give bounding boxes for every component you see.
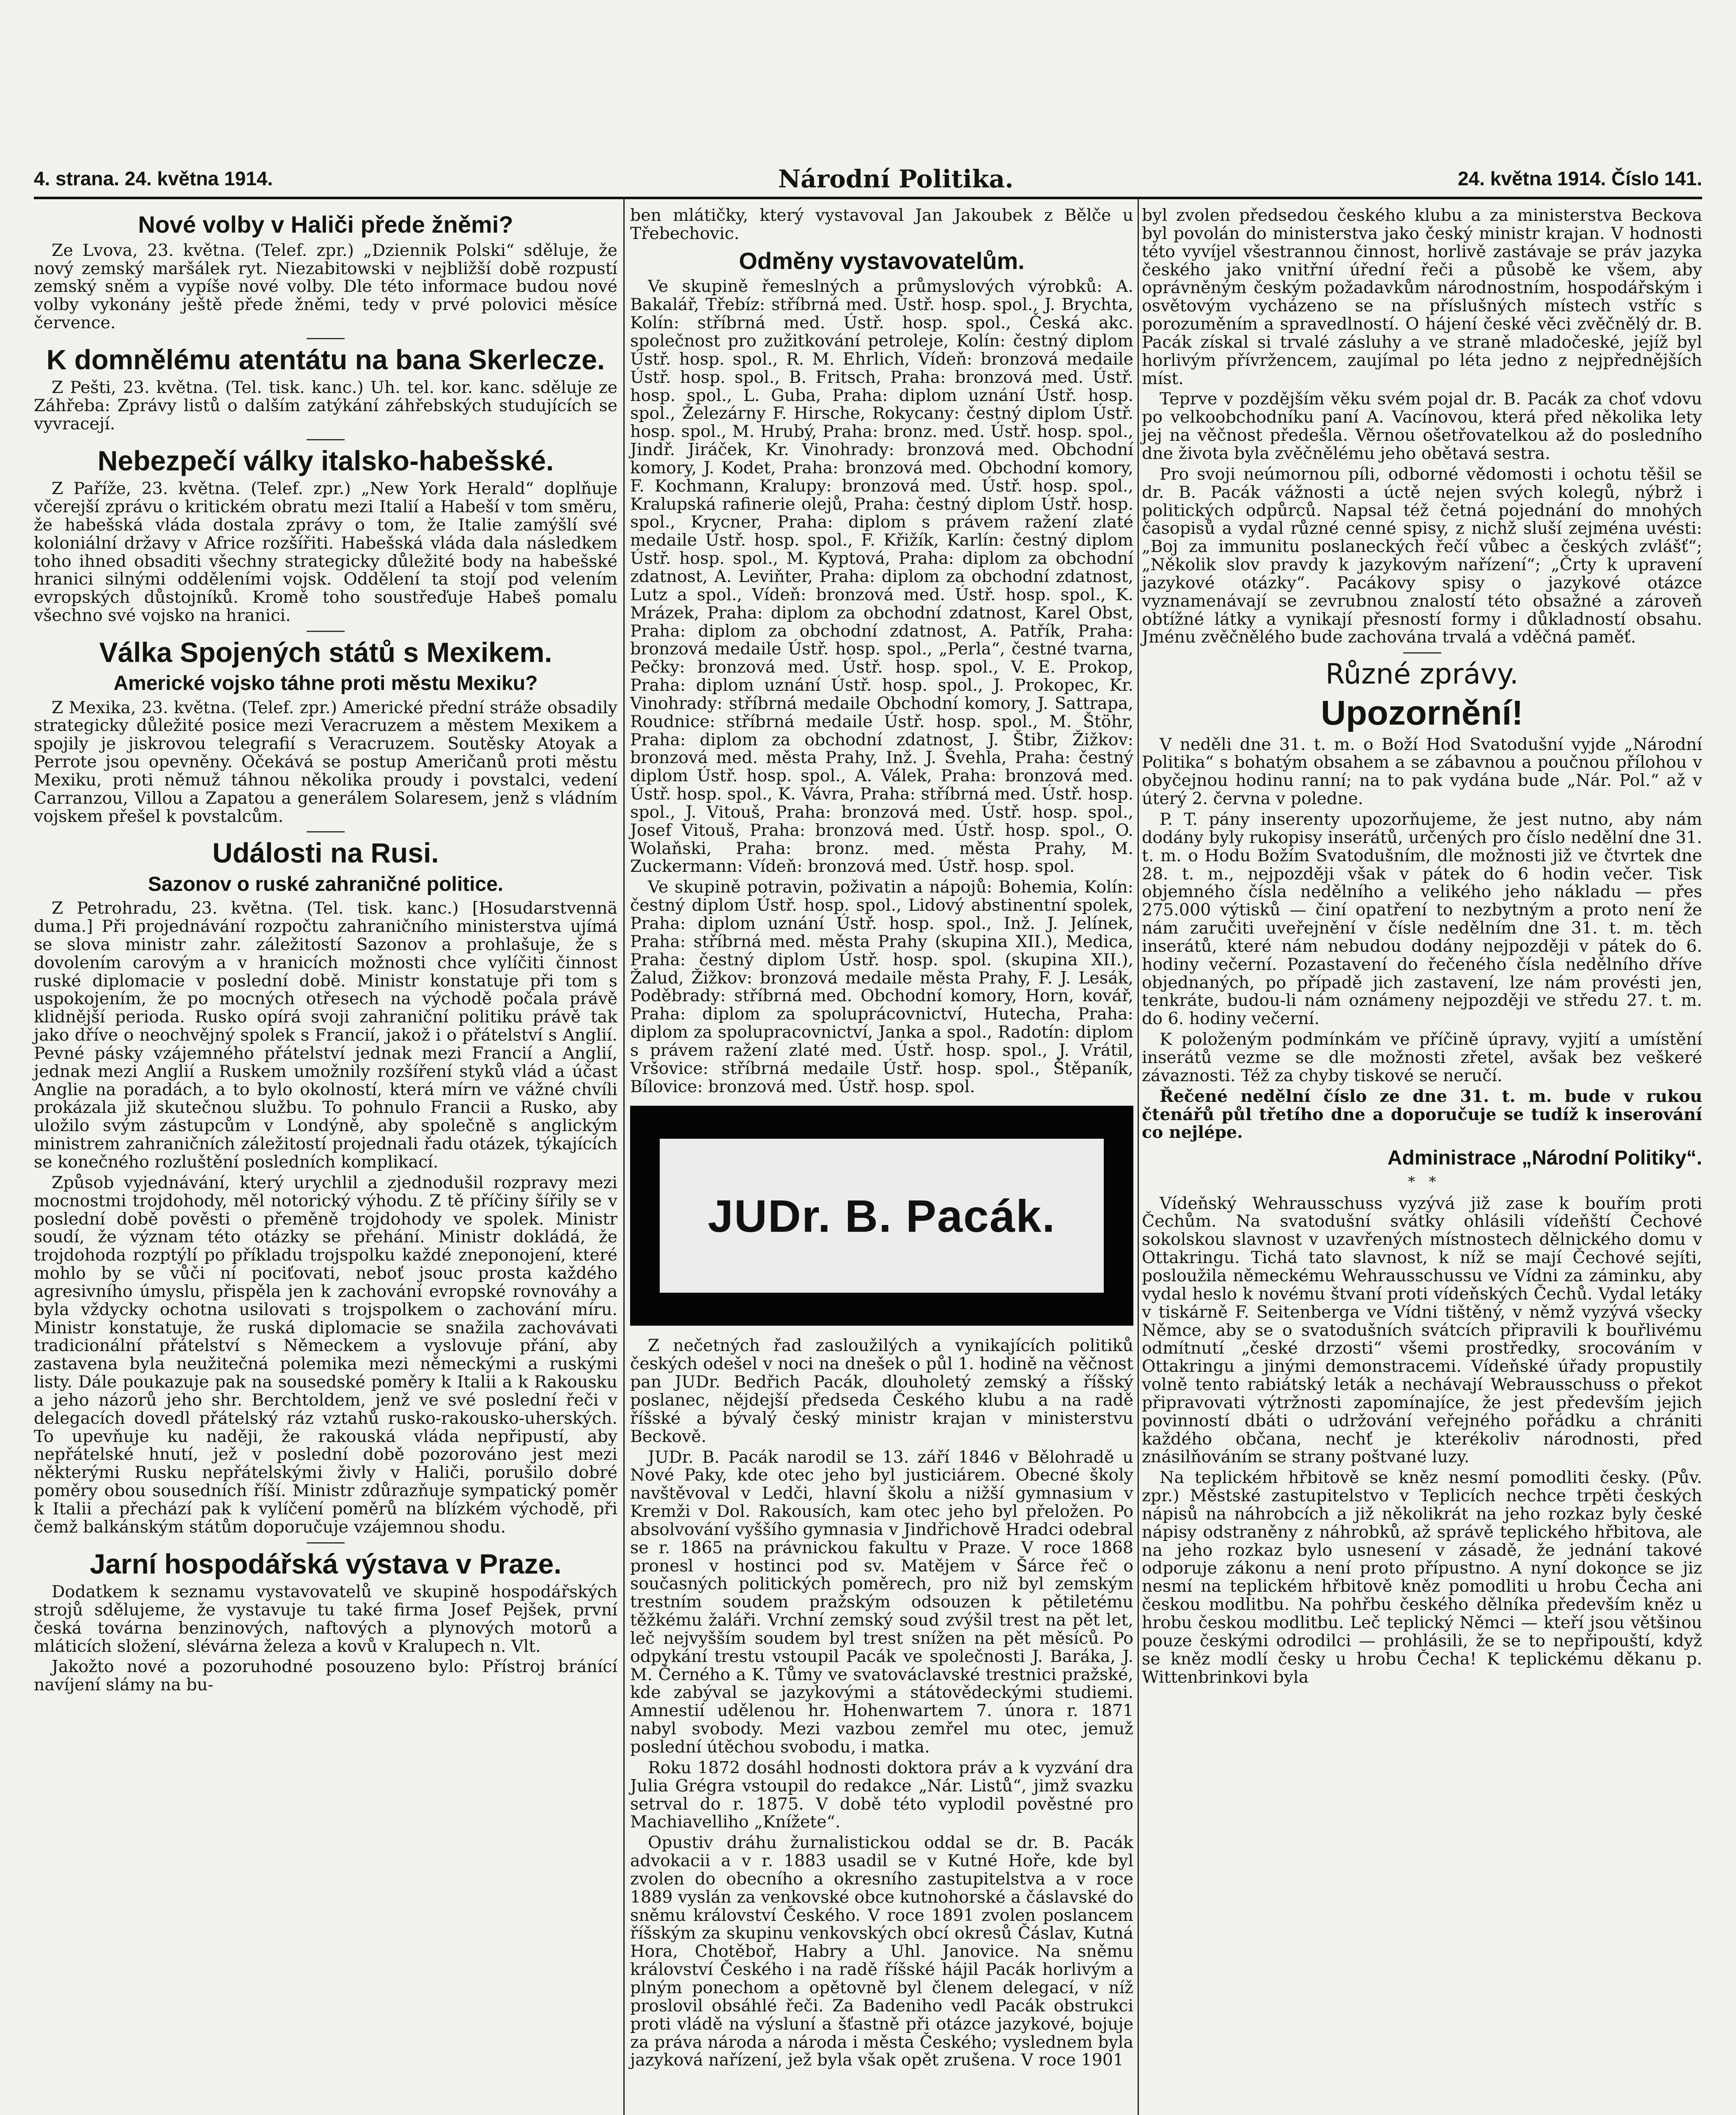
obituary-continued-p3: Pro svoji neúmornou píli, odborné vědomosti i ochotu těšil se dr. B. Pacák vážnosti a úctě nejen svých kolegů, nýbrž i politických odpůrců. Napsal též četná pojednání do mnohých časopisů a vydal různé cenné spisy, z nichž sluší zejména uvésti: „Boj za immunitu poslaneckých řečí vůbec a českých zvlášť“; „Několik slov pravdy k jazykovým nařízení“; „Črty k upravení jazykové otázky“. Pacákovy spisy o jazykové otázce vyznamenávají se zevrubnou znalostí této obsažné a zároveň obtížné látky a vynikají přesností formy i důkladností obsahu. Jménu zvěčnělého bude zachována trvalá a vděčná paměť.	[1142, 464, 1702, 647]
awards-food-beverages: Ve skupině potravin, poživatin a nápojů: Bohemia, Kolín: čestný diplom Ústř. hosp. spol., Lidový abstinentní spolek, Praha: diplom uznání Ústř. hosp. spol., Inž. J. Jelínek, Praha: stříbrná med. města Prahy (skupina XII.), Medica, Praha: čestný diplom Ústř. hosp. spol. (skupina XII.), Žalud, Žižkov: bronzová medaile města Prahy, F. J. Lesák, Poděbrady: stříbrná med. Obchodní komory, Horn, kovář, Praha: diplom za spoluprácovnictví, Hutecha, Praha: diplom za spolupracovnictví, Janka a spol., Radotín: diplom s právem ražení zlaté med. Ústř. hosp. spol., J. Vrátil, Vršovice: stříbrná medaile Ústř. hosp. spol., Štěpaník, Bílovice: bronzová med. Ústř. hosp. spol.	[630, 877, 1133, 1096]
headline-us-mexico: Válka Spojených států s Mexikem.	[99, 636, 552, 668]
notice-p3: K položeným podmínkám ve příčině úpravy, vyjití a umístění inserátů vezme se dle možnosti zřetel, avšak bez veškeré závaznosti. Též za chyby tiskové se neručí.	[1142, 1030, 1702, 1085]
article-us-mexico: Z Mexika, 23. května. (Telef. zpr.) Americké přední stráže obsadily strategicky důležité posice mezi Veracruzem a městem Mexikem a spojily je jiskrovou telegrafií s Veracruzem. Soutěsky Atoyak a Perrote jsou opevněny. Očekává se postup Američanů proti městu Mexiku, proti němuž táhnou několika proudy i povstalci, vedení Carranzou, Villou a Zapatou a generálem Solaresem, jenž s vládním vojskem přešel k povstalcům.	[34, 698, 617, 826]
separator	[307, 1542, 345, 1544]
column-middle	[630, 206, 1133, 2072]
column-left	[34, 206, 617, 1697]
header-rule	[34, 197, 1702, 199]
obituary-name: JUDr. B. Pacák.	[708, 1190, 1056, 1242]
header-issue-number: 24. května 1914. Číslo 141.	[1458, 168, 1702, 190]
article-skerlecz: Z Pešti, 23. května. (Tel. tisk. kanc.) Uh. tel. kor. kanc. sděluje ze Záhřeba: Zprávy listů o dalším zatýkání záhřebských studujících se vyvracejí.	[34, 378, 617, 434]
separator	[307, 631, 345, 632]
headline-italy-abyssinia: Nebezpečí války italsko-habešské.	[97, 445, 554, 476]
news-teplice-cemetery: Na teplickém hřbitově se kněz nesmí pomodliti česky. (Pův. zpr.) Městské zastupitelstvo v Teplicích nechce trpěti českých nápisů na náhrobcích a již několikrát na jeho rozkaz byly české nápisy odstraněny z náhrobků, až správě teplického hřbitova, ale na jeho rozkaz bylo usnesení v zásadě, že jednání takové odporuje zákonu a není proto přípustno. A nyní dokonce se jiz nesmí na teplickém hřbitově kněz pomodliti u hrobu Čecha ani českou modlitbu. Na pohřbu českého dělníka především kněz u hrobu českou modlitbu. Leč teplický Němci — kteří jsou většinou pouze českými odrodilci — prohlásili, že se to nepřipouští, když se kněz modlí česky u hrobu Čecha! K teplickému děkanu p. Wittenbrinkovi byla	[1142, 1468, 1702, 1687]
header-page-date: 4. strana. 24. května 1914.	[34, 168, 273, 190]
headline-galicia-elections: Nové volby v Haliči přede žněmi?	[138, 211, 513, 238]
article-sazonov-p2: Způsob vyjednávání, který urychlil a zjednodušil rozpravy mezi mocnostmi trojdohody, měl notorický výhodu. Z tě příčiny šířily se v poslední době pověsti o přeměně trojdohody ve spolek. Ministr soudí, že význam této otázky se přehání. Ministr dokládá, že trojdohoda rozptýlí po příkladu trojspolku každé zneponojení, které mohlo by se vůči ní pociťovati, neboť jsouc prosta každého agresivního úmyslu, přispěla jen k zachování evropské rovnováhy a byla vždycky ochotna usilovati s trojspolkem o zachování míru. Ministr konstatuje, že ruská diplomacie se snažila zachovávati tradicionální přátelství s Německem a vyslovuje přání, aby zastavena byla neužitečná polemika mezi německými a ruskými listy. Dále poukazuje pak na sousedské poměry k Italii a k Rakousku a jeho názorů jeho shr. Berchtoldem, jenž ve své poslední řeči v delegacích dovedl přátelský ráz vztahů rusko-rakousko-uherských. To upevňuje ku naději, že rakouská vláda nepřipustí, aby nepřátelské hnutí, jež v poslední době pozorováno jest mezi některými Rusku nepřátelskými živly v Haliči, porušilo dobré poměry obou sousedních říší. Ministr zdůrazňuje sympatický poměr k Italii a přechází pak k vylíčení poměrů na blízkém východě, při čemž balkánským státům doporučuje vzájemnou shodu.	[34, 1173, 617, 1537]
article-italy-abyssinia: Z Paříže, 23. května. (Telef. zpr.) „New York Herald“ doplňuje včerejší zprávu o kritickém obratu mezi Italií a Habeší v tom směru, že habešská vláda dostala zprávy o tom, že Italie zamýšlí své koloniální državy v Africe rozšířiti. Habešská vláda dala následkem toho ihned obsaditi všechny strategicky důležité body na habešské hranici silnými odděleními vojsk. Oddělení ta stojí pod velením evropských důstojníků. Kromě toho soustřeďuje Habeš pomalu všechno své vojsko na hranici.	[34, 479, 617, 626]
obituary-p1: Z nečetných řad zasloužilých a vynikajících politiků českých odešel v noci na dnešek o půl 1. hodině na věčnost pan JUDr. Bedřich Pacák, dlouholetý zemský a říšský poslanec, nějdejší předseda Českého klubu a na radě říšské a bývalý český ministr krajan v ministerstvu Beckově.	[630, 1336, 1133, 1446]
separator	[307, 831, 345, 832]
notice-p1: V neděli dne 31. t. m. o Boží Hod Svatodušní vyjde „Národní Politika“ s bohatým obsahem a se zábavnou a poučnou přílohou v obyčejnou hodinu ranní; na to pak vydána bude „Nár. Pol.“ až v úterý 2. června v poledne.	[1142, 734, 1702, 809]
headline-notice: Upozornění!	[1321, 693, 1523, 732]
separator-stars: * *	[1408, 1173, 1436, 1190]
obituary-frame-inner	[660, 1139, 1104, 1293]
article-exhibition-p1: Dodatkem k seznamu vystavovatelů ve skupině hospodářských strojů sdělujeme, že vystavuje tu také firma Josef Pejšek, první česká továrna benzinových, naftových a plynových motorů a mláticích složení, slévárna železa a kovů v Kralupech n. Vlt.	[34, 1582, 617, 1656]
obituary-p4: Opustiv dráhu žurnalistickou oddal se dr. B. Pacák advokacii a v r. 1883 usadil se v Kutné Hoře, kde byl zvolen do obecního a okresního zastupitelstva a v roce 1889 vyslán za venkovské obce kutnohorské a čáslavské do sněmu království Českého. V roce 1891 zvolen poslancem říšským za skupinu venkovských obcí okresů Čáslav, Kutná Hora, Chotěboř, Habry a Uhl. Janovice. Na sněmu království Českého i na radě říšské hájil Pacák horlivým a plným ponechom a opětovně byl členem delegací, v níž proslovil obsáhlé řeči. Za Badeniho vedl Pacák obstrukci proti vládě na výsluní a šťastně při otázce jazykové, bojuje za práva národa a národa i města Českého; vyslednem byla jazyková nařízení, jež byla však opět zrušena. V roce 1901	[630, 1833, 1133, 2070]
article-galicia-elections: Ze Lvova, 23. května. (Telef. zpr.) „Dziennik Polski“ sděluje, že nový zemský maršálek ryt. Niezabitowski v nejbližší době rozpustí zemský sněm a vypíše nové volby. Dle této informace budou nové volby vykonány ještě přede žněmi, tedy v prvé polovici měsíce července.	[34, 240, 617, 333]
column-right	[1142, 206, 1702, 1689]
article-exhibition-continued: ben mlátičky, který vystavoval Jan Jakoubek z Bělče u Třebechovic.	[630, 206, 1133, 243]
obituary-p2: JUDr. B. Pacák narodil se 13. září 1846 v Bělohradě u Nové Paky, kde otec jeho byl justiciárem. Obecné školy navštěvoval v Ledči, hlavní školu a nižší gymnasium v Kremži v Dol. Rakousích, kam otec jeho byl přeložen. Po absolvování vyššího gymnasia v Jindřichově Hradci odebral se r. 1865 na právnickou fakultu v Praze. V roce 1868 pronesl v hostinci pod sv. Matějem v Šárce řeč o současných politických poměrech, pro niž byl zemským trestním soudem pražským odsouzen k pětiletému těžkému žaláři. Vrchní zemský soud zvýšil trest na pět let, leč nejvyšším soudem byl trest snížen na pět měsíců. Po odpykání trestu vstoupil Pacák ve společnosti J. Baráka, J. M. Černého a K. Tůmy ve svatováclavské trestnici pražské, kde zabýval se jazykovými a státovědeckými studiemi. Amnestií udělenou hr. Hohenwartem 7. února r. 1871 nabyl svobody. Mezi vazbou zemřel mu otec, jemuž poslední útěchou svobodu, i matka.	[630, 1447, 1133, 1757]
separator	[307, 439, 345, 440]
notice-signature: Administrace „Národní Politiky“.	[1387, 1147, 1702, 1170]
headline-spring-exhibition: Jarní hospodářská výstava v Praze.	[90, 1548, 562, 1579]
headline-russia: Události na Rusi.	[212, 837, 439, 869]
section-title-various-news: Různé zprávy.	[1325, 658, 1519, 691]
obituary-continued-p1: byl zvolen předsedou českého klubu a za ministerstva Beckova byl povolán do ministerstva jako český ministr krajan. V hodnosti této vyvíjel všestrannou činnost, horlivě zastávaje se práv jazyka českého jako vnitřní úřední řeči a působě ke všem, aby oprávněným českým požadavkům národnostním, hospodářským i osvětovým vycházeno se na příslušných místech vstříc s porozuměním a spravedlností. O hájení české věci zvěčnělý dr. B. Pacák získal si trvalé zásluhy a ve straně mladočeské, jejíž byl horlivým přívržencem, zaujímal po léta jedno z nejpřednějších míst.	[1142, 206, 1702, 388]
obituary-mourning-frame	[630, 1106, 1133, 1326]
subheadline-sazonov: Sazonov o ruské zahraničné politice.	[148, 873, 504, 895]
obituary-continued-p2: Teprve v pozdějším věku svém pojal dr. B. Pacák za choť vdovu po velkoobchodníku paní A. Vacínovou, která před několika lety jej na věčnost předešla. Věrnou ošetřovatelkou až do posledního dne života byla zvěčnělému jeho obětavá sestra.	[1142, 389, 1702, 463]
masthead-title: Národní Politika.	[778, 165, 1014, 193]
notice-p4: Řečené nedělní číslo ze dne 31. t. m. bude v rukou čtenářů půl třetího dne a doporučuje se tudíž k inserování co nejlépe.	[1142, 1086, 1702, 1143]
article-exhibition-p2: Jakožto nové a pozoruhodné posouzeno bylo: Přístroj bránící navíjení slámy na bu-	[34, 1657, 617, 1695]
column-divider	[1138, 199, 1139, 2115]
obituary-p3: Roku 1872 dosáhl hodnosti doktora práv a k vyzvání dra Julia Grégra vstoupil do redakce „Nár. Listů“, jimž svazku setrval do r. 1875. V době této vyplodil pověstné pro Machiavelliho „Knížete“.	[630, 1758, 1133, 1832]
separator	[307, 338, 345, 339]
page-header	[34, 167, 1702, 197]
headline-exhibitor-awards: Odměny vystavovatelům.	[739, 247, 1025, 274]
headline-skerlecz: K domnělému atentátu na bana Skerlecze.	[46, 344, 605, 376]
separator	[1403, 652, 1441, 654]
awards-crafts-industry: Ve skupině řemeslných a průmyslových výrobků: A. Bakalář, Třebíz: stříbrná med. Ústř. hosp. spol., J. Brychta, Kolín: stříbrná med. Ústř. hosp. spol., Česká akc. společnost pro zužitkování petroleje, Kolín: čestný diplom Ústř. hosp. spol., R. M. Ehrlich, Vídeň: bronzová medaile Ústř. hosp. spol., B. Fritsch, Praha: bronzová med. Ústř. hosp. spol., L. Guba, Praha: diplom uznání Ústř. hosp. spol., Železárny F. Hirsche, Rokycany: čestný diplom Ústř. hosp. spol., M. Hrubý, Praha: bronz. med. Ústř. hosp. spol., Jindř. Jiráček, Kr. Vinohrady: bronzová med. Obchodní komory, J. Kodet, Praha: bronzová med. Obchodní komory, F. Kochmann, Kralupy: bronzová med. Ústř. hosp. spol., Kralupská rafinerie olejů, Praha: čestný diplom Ústř. hosp. spol., Krycner, Praha: diplom s právem ražení zlaté medaile Ústř. hosp. spol., F. Křižík, Karlín: čestný diplom Ústř. hosp. spol., M. Kyptová, Praha: diplom za obchodní zdatnost, A. Leviňter, Praha: diplom za obchodní zdatnost, Lutz a spol., Vídeň: bronzová med. Ústř. hosp. spol., K. Mrázek, Praha: diplom za obchodní zdatnost, Karel Obst, Praha: diplom za obchodní zdatnost, A. Patřík, Praha: bronzová medaile Ústř. hosp. spol., „Perla“, čestné tvarna, Pečky: bronzová med. Ústř. hosp. spol., V. E. Prokop, Praha: diplom uznání Ústř. hosp. spol., J. Prokopec, Kr. Vinohrady: stříbrná medaile Obchodní komory, J. Sattrapa, Roudnice: stříbrná medaile Ústř. hosp. spol., M. Štöhr, Praha: diplom za obchodní zdatnost, J. Štibr, Žižkov: bronzová med. města Prahy, Inž. J. Švehla, Praha: čestný diplom Ústř. hosp. spol., A. Válek, Praha: bronzová med. Ústř. hosp. spol., K. Vávra, Praha: stříbrná med. Ústř. hosp. spol., J. Vitouš, Praha: bronzová med. Ústř. hosp. spol., Josef Vitouš, Praha: bronzová med. Ústř. hosp. spol., O. Wolaňski, Praha: bronz. med. města Prahy, M. Zuckermann: Vídeň: bronzová med. Ústř. hosp. spol.	[630, 277, 1133, 876]
notice-p2: P. T. pány inserenty upozorňujeme, že jest nutno, aby nám dodány byly rukopisy inserátů, určených pro číslo nedělní dne 31. t. m. o Hodu Božím Svatodušním, dle možnosti již ve čtvrtek dne 28. t. m., nejpozději však v pátek do 6 hodin večer. Tisk objemného čísla nedělního a velikého jeho nákladu — přes 275.000 výtisků — činí opatření to nezbytným a proto není že nám zaručiti uveřejnění v čísle nedělním dne 31. t. m. těch inserátů, které nám nebudou dodány nejpozději v pátek do 6. hodiny večerní. Pozastavení do řečeného čísla nedělního dříve objednaných, po případě jich zastavení, lze nám provésti jen, tenkráte, budou-li nám oznámeny nejpozději ve středu 27. t. m. do 6. hodiny večerní.	[1142, 810, 1702, 1029]
news-wehrausschuss: Vídeňský Wehrausschuss vyzývá již zase k bouřím proti Čechům. Na svatodušní svátky ohlásili vídeňští Čechové sokolskou slavnost v uzavřených místnostech dělnického domu v Ottakringu. Tichá tato slavnost, k níž se mají Čechové sejíti, posloužila německému Wehrausschussu ve Vídni za záminku, aby vydal heslo k novému štvaní proti vídeňských Čechů. Vydal letáky v tiskárně F. Seitenberga ve Vídni tištěný, v němž vyzývá všecky Němce, aby se o svatodušních svátcích připravili k bouřlivému odmítnutí „české drzosti“ všemi prostředky, srocováním v Ottakringu a jinými demonstracemi. Vídeňské úřady propustily volně tento rabiátský leták a nechávají Webrausschuss o překot připravovati výtržnosti zapomínajíce, že jest především jejich povinností dbáti o udržování veřejného pořádku a chrániti každého občana, nechť je kterékoliv národnosti, před znásilňováním se strany poštvané luzy.	[1142, 1193, 1702, 1467]
subheadline-us-mexico: Americké vojsko táhne proti městu Mexiku?	[113, 672, 538, 695]
column-divider	[623, 199, 625, 2115]
article-sazonov-p1: Z Petrohradu, 23. května. (Tel. tisk. kanc.) [Hosudarstvennä duma.] Při projednávání rozpočtu zahraničního ministerstva ujímá se slova ministr zahr. záležitostí Sazonov a prohlašuje, že s dovolením carovým a v hranicích možnosti chce vylíčiti činnost ruské diplomacie v poslední době. Ministr konstatuje při tom s uspokojením, že po mocných otřesech na východě počala právě klidnější perioda. Rusko opírá svoji zahraniční politiku právě tak jako dříve o neochvějný spolek s Francií, jakož i o přátelství s Anglií. Pevné pásky vzájemného přátelství jednak mezi Francií a Anglií, jednak mezi Anglií a Ruskem umožnily rozšíření styků vlád a účast Anglie na poradách, a to bylo okolností, která mírn ve vážné chvíli prokázala již skutečnou službu. To pohnulo Francii a Rusko, aby uložilo svým zástupcům v Londýně, aby společně s anglickým ministrem zahraničních záležitostí projednali řadu otázek, týkajících se konečného rozluštění posledních komplikací.	[34, 898, 617, 1172]
